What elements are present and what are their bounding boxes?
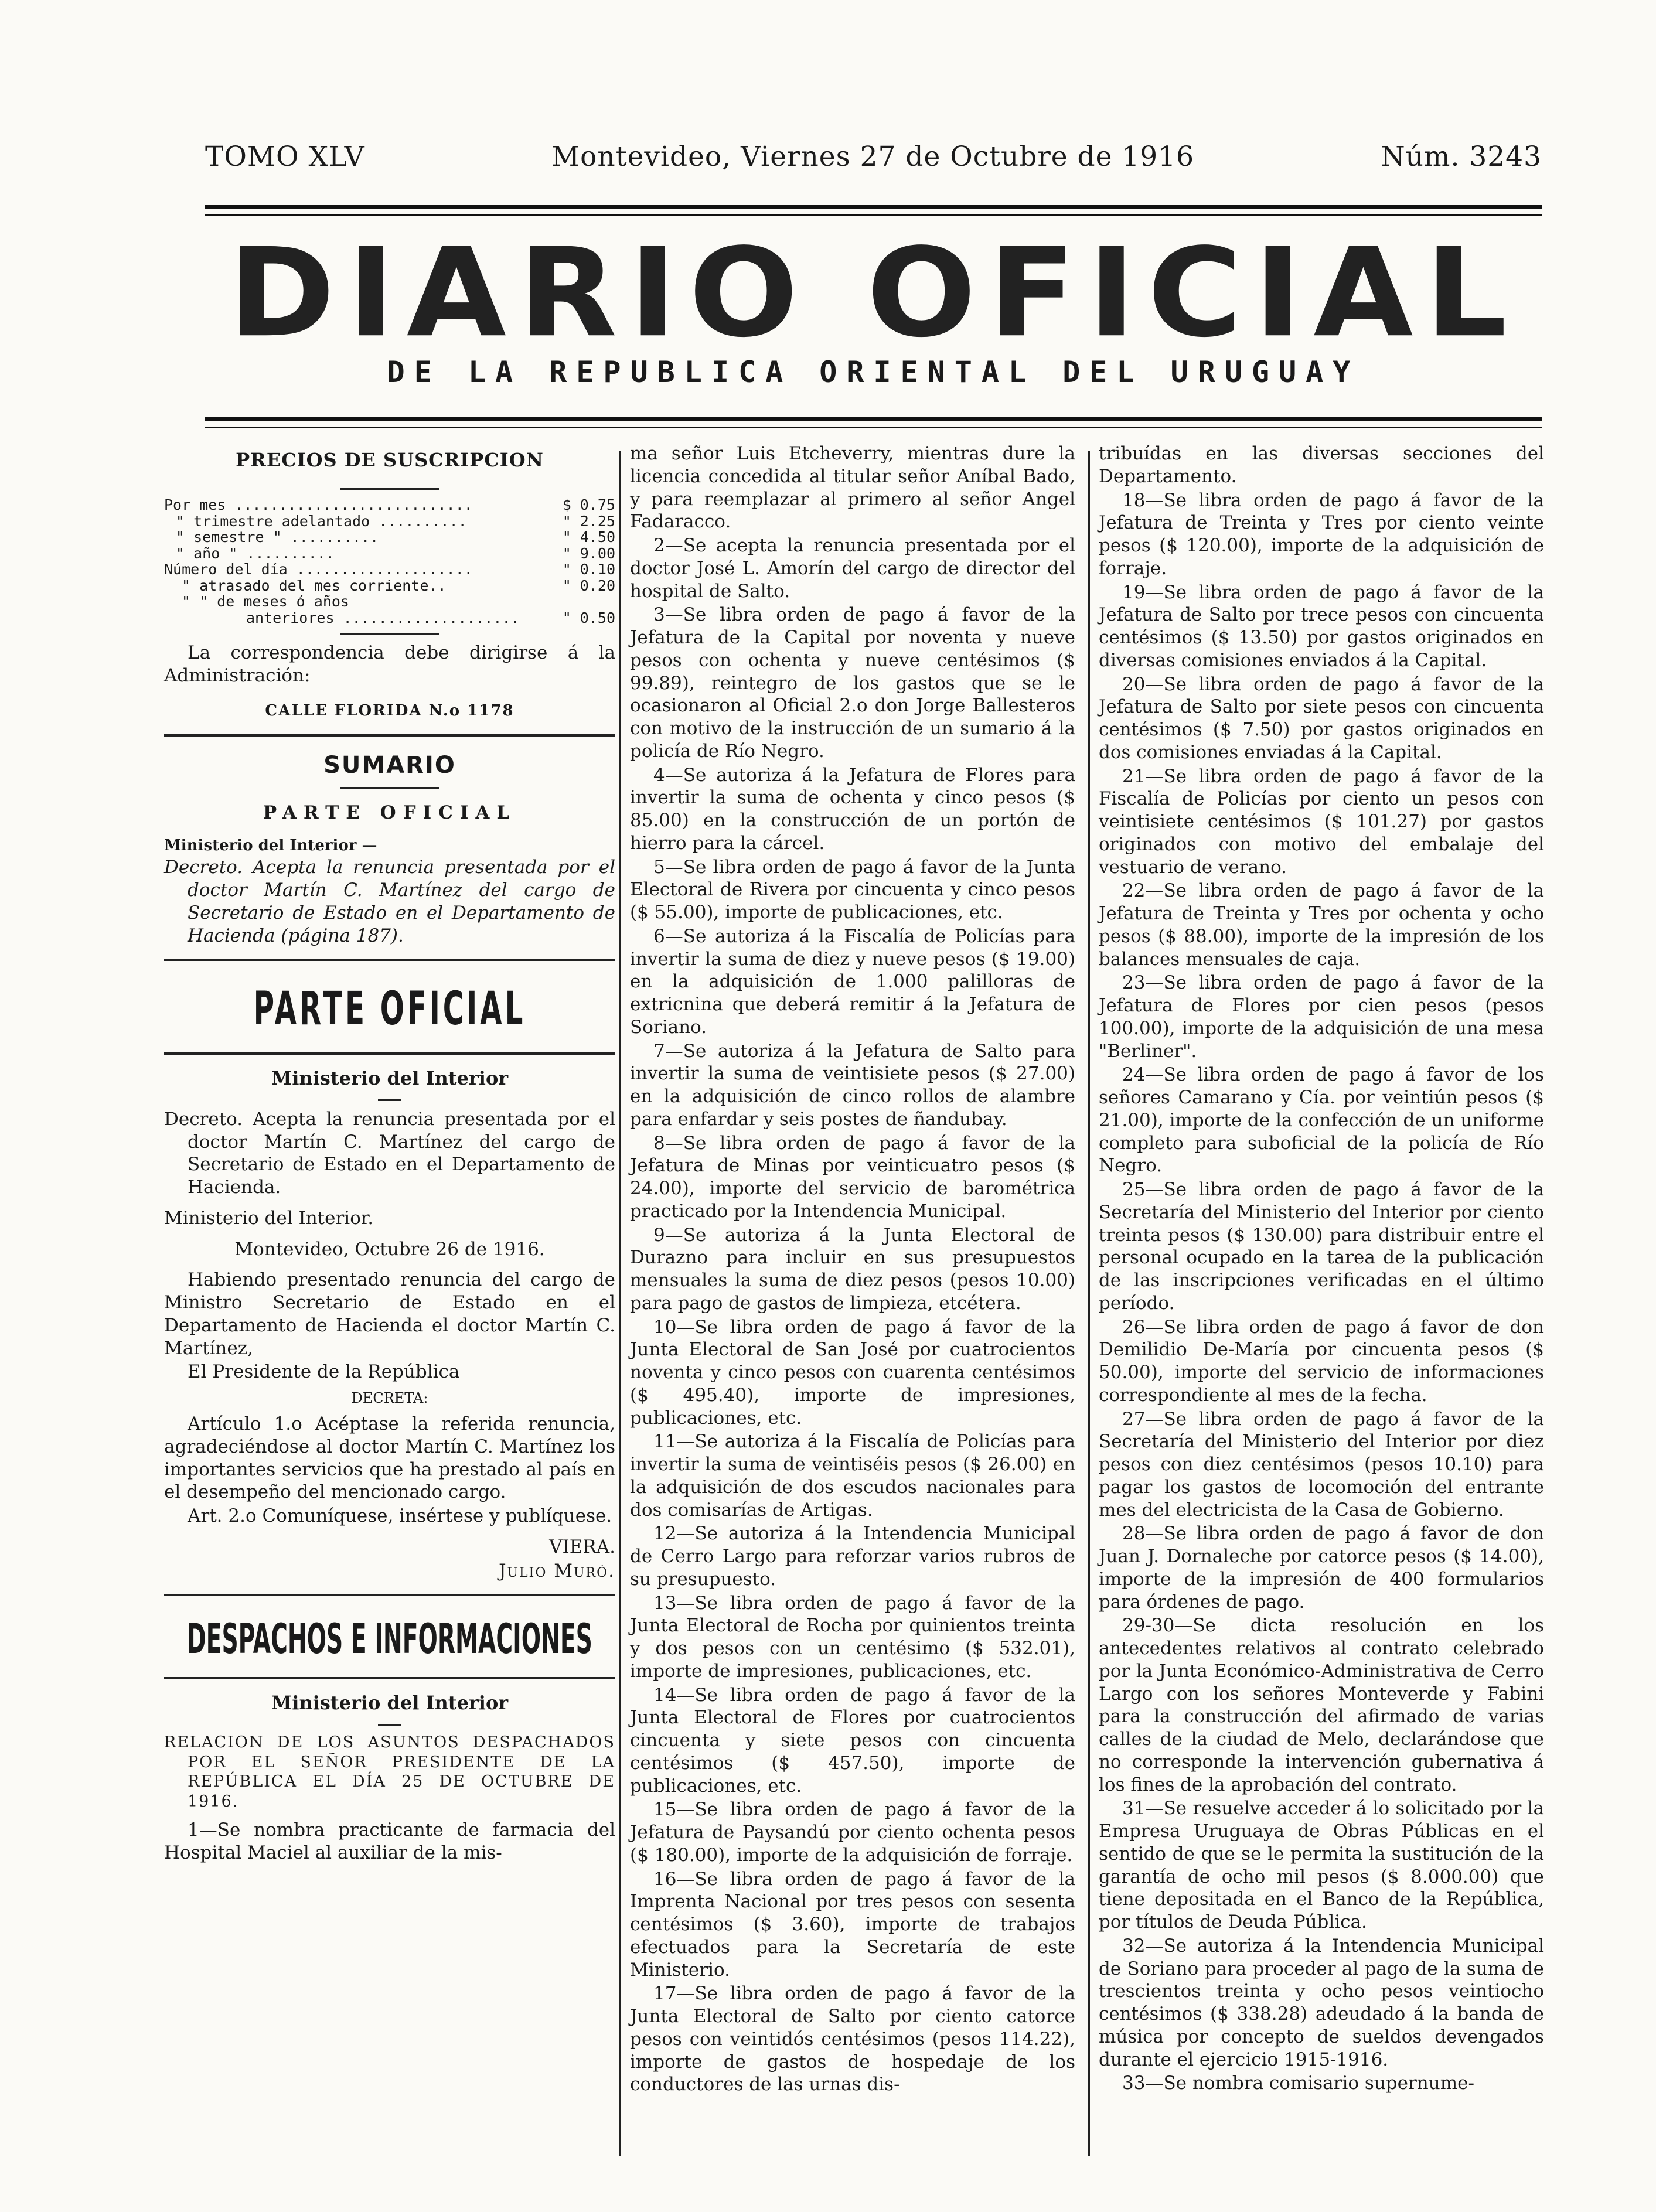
parte-oficial-subheading: PARTE OFICIAL — [263, 802, 517, 823]
issue-number: Núm. 3243 — [1381, 141, 1542, 173]
divider — [164, 734, 615, 737]
price-row — [164, 594, 615, 610]
item-1: 1—Se nombra practicante de farmacia del Hospital Maciel al auxiliar de la mis- — [164, 1819, 615, 1863]
divider — [340, 633, 439, 635]
ministerio-line: Ministerio del Interior. — [164, 1207, 374, 1229]
despacho-item: 4—Se autoriza á la Jefatura de Flores para invertir la suma de ochenta y cinco pesos ($ 85.00) en la construcción de un portón de hierro para la cárcel. — [630, 764, 1075, 854]
decreto-summary: Decreto. Acepta la renuncia presentada por el doctor Martín C. Martínez del cargo de Secretario de Estado en el Departamento de Hacienda (página 187). — [164, 857, 615, 946]
price-label: " atrasado del mes corriente.. — [182, 577, 447, 594]
column-divider-2 — [1088, 451, 1090, 2156]
column-divider-1 — [619, 451, 621, 2156]
despacho-item: 33—Se nombra comisario supernume- — [1122, 2073, 1474, 2094]
price-row — [164, 546, 615, 562]
price-table — [164, 497, 615, 626]
divider — [164, 959, 615, 961]
price-value: " 0.50 — [562, 609, 615, 626]
ministerio-heading-2: Ministerio del Interior — [271, 1691, 509, 1714]
divider — [164, 1594, 615, 1596]
column-3 — [1099, 442, 1544, 2096]
despacho-item: 16—Se libra orden de pago á favor de la Imprenta Nacional por tres pesos con sesenta centésimos ($ 3.60), importe de trabajos efectuados para la Secretaría de este Ministerio. — [630, 1868, 1075, 1981]
price-value: " 9.00 — [562, 544, 615, 562]
despacho-item: 29-30—Se dicta resolución en los antecedentes relativos al contrato celebrado por la Junta Económico-Administrativa de Cerro Largo con los señores Monteverde y Fabini para la construcción del afirmado de varias calles de la ciudad de Melo, declarándose que no corresponde la intervención gubernativa á los fines de la aprobación del contrato. — [1099, 1615, 1544, 1795]
header-rule-top — [205, 205, 1542, 209]
despacho-item: 18—Se libra orden de pago á favor de la Jefatura de Treinta y Tres por ciento veinte pesos ($ 120.00), importe de la adquisición de forraje. — [1099, 489, 1544, 579]
ministerio-heading: Ministerio del Interior — [271, 1066, 509, 1089]
despacho-item: tribuídas en las diversas secciones del Departamento. — [1099, 443, 1544, 487]
masthead-subtitle: DE LA REPUBLICA ORIENTAL DEL URUGUAY — [387, 355, 1360, 389]
price-value — [551, 594, 615, 610]
despacho-item: 3—Se libra orden de pago á favor de la Jefatura de la Capital por noventa y nueve pesos con ochenta y nueve centésimos ($ 99.89), reintegro de los gastos que se le ocasionaron al Oficial 2.o don Jorge Ballesteros con motivo de la instrucción de un sumario á la policía de Río Negro. — [630, 604, 1075, 762]
price-row — [164, 561, 615, 578]
despacho-item: 19—Se libra orden de pago á favor de la Jefatura de Salto por trece pesos con cincuenta centésimos ($ 13.50) por gastos originados en diversas comisiones enviados á la Capital. — [1099, 581, 1544, 671]
price-value: " 0.20 — [562, 577, 615, 594]
divider — [164, 1677, 615, 1679]
articulo-2: Art. 2.o Comuníquese, insértese y publíquese. — [188, 1505, 612, 1526]
price-label: " " de meses ó años — [182, 593, 349, 610]
header-rule-top-thin — [205, 214, 1542, 216]
despacho-item: 15—Se libra orden de pago á favor de la Jefatura de Paysandú por ciento ochenta pesos ($ 180.00), importe de la adquisición de forraje. — [630, 1799, 1075, 1866]
divider — [340, 787, 439, 789]
articulo-1: Artículo 1.o Acéptase la referida renuncia, agradeciéndose al doctor Martín C. Martínez los importantes servicios que ha prestado al país en el desempeño del mencionado cargo. — [164, 1413, 615, 1503]
sumario-heading: SUMARIO — [323, 752, 456, 779]
price-label: anteriores .................... — [246, 609, 520, 626]
despacho-item: 5—Se libra orden de pago á favor de la Junta Electoral de Rivera por cincuenta y cinco pesos ($ 55.00), importe de publicaciones, etc. — [630, 856, 1075, 923]
ministerio-summary-label: Ministerio del Interior — — [164, 836, 377, 854]
despacho-item: 9—Se autoriza á la Junta Electoral de Durazno para incluir en sus presupuestos mensuales la suma de diez pesos (pesos 10.00) para pago de gastos de limpieza, etcétera. — [630, 1224, 1075, 1314]
despacho-item: 11—Se autoriza á la Fiscalía de Policías para invertir la suma de veintiséis pesos ($ 26.00) en la adquisición de dos escudos nacionales para dos comisarías de Artigas. — [630, 1431, 1075, 1521]
price-row — [164, 513, 615, 530]
masthead-title: DIARIO OFICIAL — [228, 221, 1519, 364]
price-label: Número del día .................... — [164, 561, 473, 578]
price-label: " semestre " .......... — [176, 529, 379, 546]
decreto-text: Decreto. Acepta la renuncia presentada por el doctor Martín C. Martínez del cargo de Secretario de Estado en el Departamento de Hacienda. — [164, 1108, 615, 1198]
dateline — [205, 141, 1542, 173]
despachos-heading: DESPACHOS E INFORMACIONES — [187, 1615, 592, 1664]
column-2 — [630, 442, 1075, 2097]
signature-muro: Julio Muró. — [499, 1560, 615, 1582]
tomo-label: TOMO XLV — [205, 141, 365, 173]
habiendo-text: Habiendo presentado renuncia del cargo de Ministro Secretario de Estado en el Departamento de Hacienda el doctor Martín C. Martínez, — [164, 1269, 615, 1359]
despacho-item: 27—Se libra orden de pago á favor de la Secretaría del Ministerio del Interior por diez pesos con diez centésimos (pesos 10.10) para pagar los gastos de locomoción del entrante mes del electricista de la Casa de Gobierno. — [1099, 1408, 1544, 1521]
divider — [378, 1724, 401, 1726]
price-row — [164, 529, 615, 546]
price-label: " trimestre adelantado .......... — [176, 512, 467, 530]
precios-title: PRECIOS DE SUSCRIPCION — [236, 449, 544, 471]
price-label: Por mes ........................... — [164, 496, 473, 513]
despacho-item: ma señor Luis Etcheverry, mientras dure la licencia concedida al titular señor Aníbal Bado, y para reemplazar al primero al señor Angel Fadaracco. — [630, 443, 1075, 533]
despacho-item: 10—Se libra orden de pago á favor de la Junta Electoral de San José por cuatrocientos noventa y cinco pesos con cuarenta centésimos ($ 495.40), importe de impresiones, publicaciones, etc. — [630, 1316, 1075, 1429]
divider — [164, 1052, 615, 1055]
column-1 — [164, 442, 615, 1865]
relacion-heading: RELACION DE LOS ASUNTOS DESPACHADOS POR EL SEÑOR PRESIDENTE DE LA REPÚBLICA EL DÍA 25 DE OCTUBRE DE 1916. — [164, 1733, 615, 1811]
divider — [378, 1099, 401, 1101]
despacho-item: 2—Se acepta la renuncia presentada por el doctor José L. Amorín del cargo de director del hospital de Salto. — [630, 535, 1075, 602]
despacho-item: 32—Se autoriza á la Intendencia Municipal de Soriano para proceder al pago de la suma de trescientos treinta y ocho pesos veintiocho centésimos ($ 338.28) adeudado á la banda de música por concepto de sueldos devengados durante el ejercicio 1915-1916. — [1099, 1935, 1544, 2070]
price-label: " año " .......... — [176, 544, 335, 562]
despacho-item: 17—Se libra orden de pago á favor de la Junta Electoral de Salto por ciento catorce pesos con veintidós centésimos (pesos 114.22), importe de gastos de hospedaje de los conductores de las urnas dis- — [630, 1983, 1075, 2095]
despacho-item: 24—Se libra orden de pago á favor de los señores Camarano y Cía. por veintiún pesos ($ 21.00), importe de la confección de un uniforme completo para suboficial de la policía de Río Negro. — [1099, 1064, 1544, 1177]
date-label: Montevideo, Viernes 27 de Octubre de 1916 — [551, 141, 1195, 173]
price-value: $ 0.75 — [562, 496, 615, 513]
header-rule-bottom — [205, 417, 1542, 421]
decreto-fecha: Montevideo, Octubre 26 de 1916. — [234, 1238, 545, 1260]
despacho-item: 14—Se libra orden de pago á favor de la Junta Electoral de Flores por cuatrocientos cincuenta y siete pesos con cincuenta centésimos ($ 457.50), importe de publicaciones, etc. — [630, 1684, 1075, 1797]
despacho-item: 21—Se libra orden de pago á favor de la Fiscalía de Policías por ciento un pesos con veintisiete centésimos ($ 101.27) por gastos originados con motivo del embalaje del vestuario de verano. — [1099, 765, 1544, 878]
despacho-item: 13—Se libra orden de pago á favor de la Junta Electoral de Rocha por quinientos treinta y dos pesos con un centésimo ($ 532.01), importe de impresiones, publicaciones, etc. — [630, 1592, 1075, 1682]
signature-viera: VIERA. — [549, 1536, 615, 1557]
price-row — [164, 610, 615, 626]
correspondencia-text: La correspondencia debe dirigirse á la Administración: — [164, 642, 615, 686]
price-row — [164, 497, 615, 513]
price-value: " 4.50 — [562, 529, 615, 546]
despacho-item: 28—Se libra orden de pago á favor de don Juan J. Dornaleche por catorce pesos ($ 14.00), importe de la impresión de 400 formularios para órdenes de pago. — [1099, 1523, 1544, 1613]
despacho-item: 31—Se resuelve acceder á lo solicitado por la Empresa Uruguaya de Obras Públicas en el sentido de que se le permita la sustitución de la garantía de ocho mil pesos ($ 8.000.00) que tiene depositada en el Banco de la República, por títulos de Deuda Pública. — [1099, 1798, 1544, 1932]
despacho-item: 6—Se autoriza á la Fiscalía de Policías para invertir la suma de diez y nueve pesos ($ 19.00) en la adquisición de 1.000 palilloras de extricnina que deberá remitir á la Jefatura de Soriano. — [630, 925, 1075, 1038]
despacho-item: 26—Se libra orden de pago á favor de don Demilidio De-María por cincuenta pesos ($ 50.00), importe del servicio de informaciones correspondiente al mes de la fecha. — [1099, 1316, 1544, 1406]
price-value: " 2.25 — [562, 512, 615, 530]
despacho-item: 12—Se autoriza á la Intendencia Municipal de Cerro Largo para reforzar varios rubros de su presupuesto. — [630, 1523, 1075, 1590]
despacho-item: 22—Se libra orden de pago á favor de la Jefatura de Treinta y Tres por ochenta y ocho pesos ($ 88.00), importe de la impresión de los balances mensuales de caja. — [1099, 880, 1544, 970]
address: CALLE FLORIDA N.o 1178 — [265, 701, 514, 720]
divider — [340, 488, 439, 490]
despacho-item: 23—Se libra orden de pago á favor de la Jefatura de Flores por cien pesos (pesos 100.00), importe de la adquisición de una mesa "Berliner". — [1099, 972, 1544, 1062]
presidente-text: El Presidente de la República — [188, 1361, 460, 1383]
despacho-item: 20—Se libra orden de pago á favor de la Jefatura de Salto por siete pesos con cincuenta centésimos ($ 7.50) por gastos originados en dos comisiones enviadas á la Capital. — [1099, 673, 1544, 763]
price-value: " 0.10 — [562, 561, 615, 578]
decreta-label: DECRETA: — [351, 1390, 428, 1406]
despacho-item: 7—Se autoriza á la Jefatura de Salto para invertir la suma de veintisiete pesos ($ 27.00) en la adquisición de cinco rollos de alambre para enfardar y seis postes de ñandubay. — [630, 1040, 1075, 1130]
despacho-item: 8—Se libra orden de pago á favor de la Jefatura de Minas por veinticuatro pesos ($ 24.00), importe del servicio de barométrica practicado por la Intendencia Municipal. — [630, 1132, 1075, 1222]
despacho-item: 25—Se libra orden de pago á favor de la Secretaría del Ministerio del Interior por ciento treinta pesos ($ 130.00) para distribuir entre el personal ocupado en la tarea de la publicación de las inscripciones verificadas en el último período. — [1099, 1179, 1544, 1314]
price-row — [164, 578, 615, 594]
header-rule-bottom-thin — [205, 427, 1542, 428]
parte-oficial-heading: PARTE OFICIAL — [253, 983, 526, 1036]
